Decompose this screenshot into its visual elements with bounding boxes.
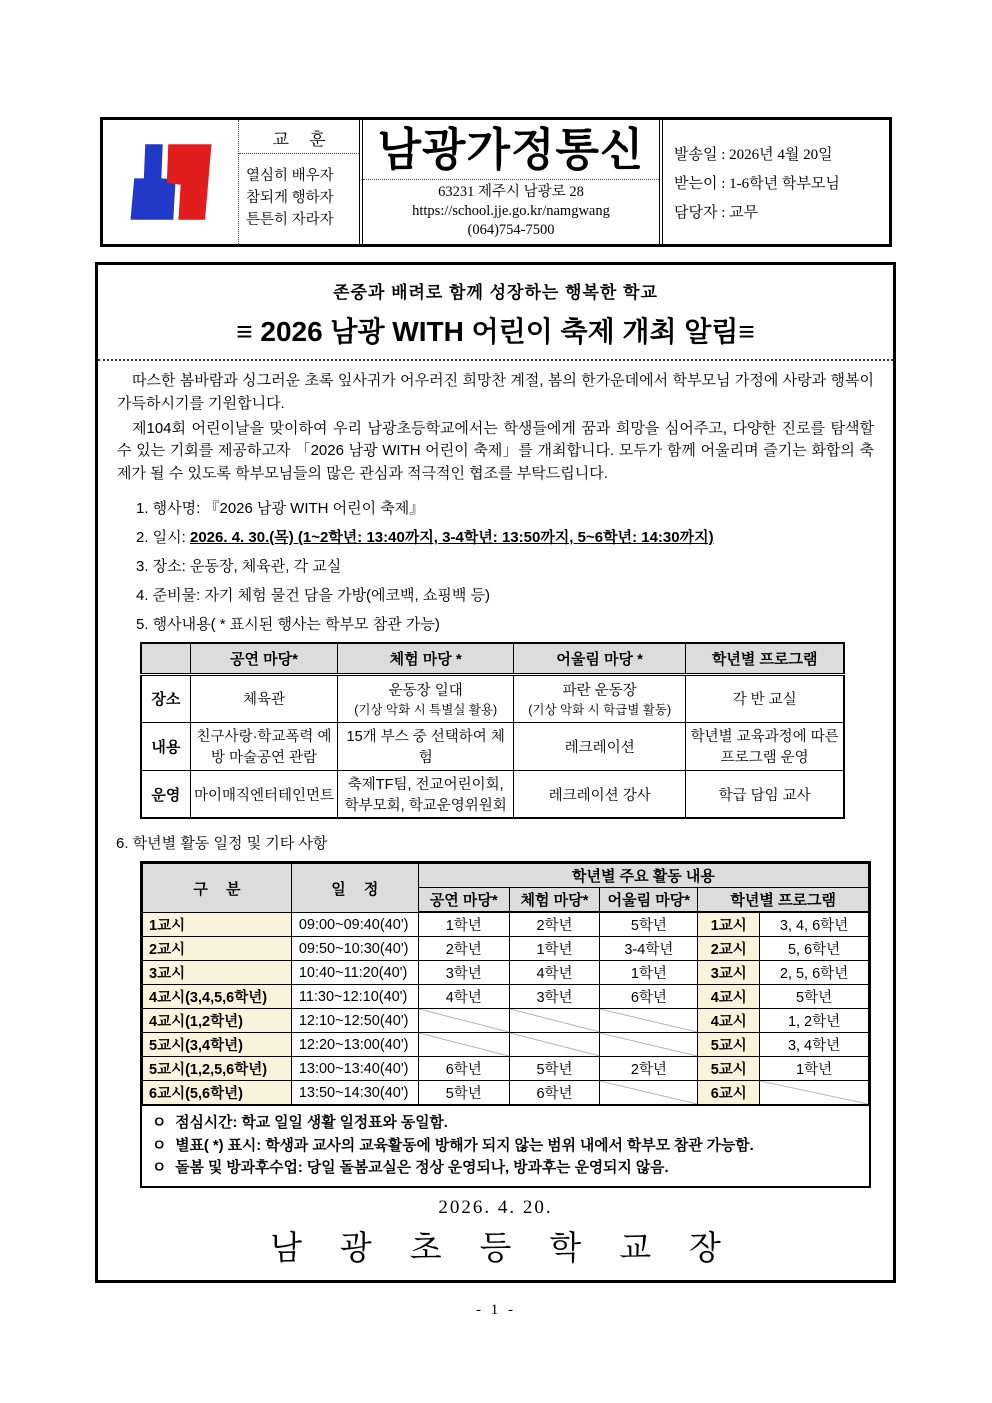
note-bullet: ㅇ — [152, 1115, 167, 1132]
issue-date: 2026. 4. 20. — [438, 1197, 553, 1219]
grade-cell: 3, 4, 6학년 — [760, 912, 869, 937]
period-cell: 3교시 — [698, 961, 760, 985]
masthead — [100, 117, 892, 247]
period-cell: 1교시 — [143, 912, 292, 937]
table-cell: 마이매직엔터테인먼트 — [190, 770, 338, 818]
grade-cell: 1학년 — [600, 961, 698, 985]
period-cell: 5교시(3,4학년) — [143, 1033, 292, 1057]
principal-signature: 남 광 초 등 학 교 장 — [270, 1231, 736, 1268]
event-content-table — [140, 642, 845, 820]
empty-cell-diagonal — [600, 1009, 698, 1033]
note-text: 점심시간: 학교 일일 생활 일정표와 동일함. — [175, 1115, 448, 1132]
schedule-row — [143, 961, 869, 985]
note-bullet: ㅇ — [152, 1159, 167, 1176]
note-text: 별표( *) 표시: 학생과 교사의 교육활동에 방해가 되지 않는 범위 내에서 학부모 참관 가능함. — [175, 1137, 754, 1154]
motto-block — [239, 120, 359, 244]
event-date-prefix: 2. 일시: — [136, 528, 190, 546]
table-cell: 학급 담임 교사 — [686, 770, 844, 818]
grade-cell: 4학년 — [509, 961, 600, 985]
time-cell: 13:00~13:40(40') — [291, 1057, 418, 1081]
note-asterisk — [152, 1135, 859, 1157]
time-cell: 11:30~12:10(40') — [291, 985, 418, 1009]
header-cell-empty — [141, 643, 190, 675]
send-date: 발송일 : 2026년 4월 20일 — [674, 146, 833, 163]
grade-cell: 3, 4학년 — [760, 1033, 869, 1057]
table-cell: 15개 부스 중 선택하여 체험 — [338, 722, 514, 770]
period-cell: 6교시 — [698, 1081, 760, 1105]
grade-cell: 6학년 — [418, 1057, 509, 1081]
header-cell-category: 구 분 — [143, 864, 292, 913]
intro-paragraph: 제104회 어린이날을 맞이하여 우리 남광초등학교에서는 학생들에게 꿈과 희망을 심어주고, 다양한 진로를 탐색할 수 있는 기회를 제공하고자 「2026 남광 WITH 어린이 축제」를 개최합니다. 모두가 함께 어울리며 즐기는 화합의 축제가 될 수 있도록 학부모님들의 많은 관심과 적극적인 협조를 부탁드립니다. — [117, 419, 874, 483]
motto-line: 튼튼히 자라자 — [246, 211, 334, 228]
list-item-event-name: 1. 행사명: 『2026 남광 WITH 어린이 축제』 — [136, 499, 425, 517]
table-cell: 학년별 교육과정에 따른 프로그램 운영 — [686, 722, 844, 770]
schedule-row — [143, 1081, 869, 1105]
period-cell: 6교시(5,6학년) — [143, 1081, 292, 1105]
cell-sub-text: (기상 악화 시 특별실 활용) — [354, 703, 498, 718]
list-item-event-place: 3. 장소: 운동장, 체육관, 각 교실 — [136, 557, 342, 575]
grade-cell: 2, 5, 6학년 — [760, 961, 869, 985]
table-header-row — [143, 864, 869, 888]
notes-block — [142, 1105, 869, 1186]
header-cell-schedule: 일 정 — [291, 864, 418, 913]
schedule-table-wrapper — [140, 861, 871, 1188]
motto-lines — [239, 154, 359, 244]
table-cell: 축제TF팀, 전교어린이회, 학부모회, 학교운영위원회 — [338, 770, 514, 818]
section6-heading: 6. 학년별 활동 일정 및 기타 사항 — [116, 835, 328, 853]
period-cell: 4교시(1,2학년) — [143, 1009, 292, 1033]
row-label: 장소 — [141, 674, 190, 722]
header-cell-together: 어울림 마당 * — [514, 643, 686, 675]
motto-title: 교 훈 — [239, 120, 359, 154]
list-item-event-content: 5. 행사내용( * 표시된 행사는 학부모 참관 가능) — [136, 615, 440, 633]
note-bullet: ㅇ — [152, 1137, 167, 1154]
grade-cell: 1학년 — [509, 937, 600, 961]
table-row-operation — [141, 770, 844, 818]
list-item-event-date — [136, 526, 879, 547]
header-cell-stage: 공연 마당* — [418, 888, 509, 913]
cell-sub-text: (기상 악화 시 학급별 활동) — [528, 703, 672, 718]
empty-cell-diagonal — [600, 1033, 698, 1057]
header-cell-experience: 체험 마당* — [509, 888, 600, 913]
table-cell: 체육관 — [190, 674, 338, 722]
cell-main-text: 파란 운동장 — [562, 683, 637, 700]
grade-cell: 1, 2학년 — [760, 1009, 869, 1033]
row-label: 운영 — [141, 770, 190, 818]
header-cell-stage: 공연 마당* — [190, 643, 338, 675]
grade-cell: 3학년 — [418, 961, 509, 985]
newsletter-title-block — [363, 120, 659, 244]
table-row-place — [141, 674, 844, 722]
table-row-content — [141, 722, 844, 770]
grade-cell: 1학년 — [760, 1057, 869, 1081]
note-text: 돌봄 및 방과후수업: 당일 돌봄교실은 정상 운영되나, 방과후는 운영되지 않음. — [175, 1159, 669, 1176]
empty-cell-diagonal — [509, 1009, 600, 1033]
time-cell: 13:50~14:30(40') — [291, 1081, 418, 1105]
intro-paragraph: 따스한 봄바람과 싱그러운 초록 잎사귀가 어우러진 희망찬 계절, 봄의 한가운데에서 학부모님 가정에 사랑과 행복이 가득하시기를 기원합니다. — [117, 372, 874, 412]
school-phone: (064)754-7500 — [467, 222, 555, 239]
header-cell-experience: 체험 마당 * — [338, 643, 514, 675]
dotted-divider — [98, 359, 893, 361]
period-cell: 4교시(3,4,5,6학년) — [143, 985, 292, 1009]
dispatch-info — [663, 120, 889, 244]
empty-cell-diagonal — [600, 1081, 698, 1105]
school-website: https://school.jje.go.kr/namgwang — [412, 203, 610, 220]
school-slogan: 존중과 배려로 함께 성장하는 행복한 학교 — [333, 283, 658, 302]
school-logo — [103, 120, 239, 244]
table-cell: 친구사랑·학교폭력 예방 마술공연 관람 — [190, 722, 338, 770]
time-cell: 09:50~10:30(40') — [291, 937, 418, 961]
schedule-row — [143, 1057, 869, 1081]
schedule-row — [143, 1009, 869, 1033]
table-cell: 각 반 교실 — [686, 674, 844, 722]
grade-cell: 5학년 — [760, 985, 869, 1009]
period-cell: 5교시 — [698, 1057, 760, 1081]
schedule-row — [143, 1033, 869, 1057]
header-cell-together: 어울림 마당* — [600, 888, 698, 913]
grade-cell: 3-4학년 — [600, 937, 698, 961]
event-date-emphasis: 2026. 4. 30.(목) (1~2학년: 13:40까지, 3-4학년: 13:50까지, 5~6학년: 14:30까지) — [190, 528, 714, 546]
school-logo-icon — [125, 136, 217, 228]
school-address: 63231 제주시 남광로 28 — [438, 184, 584, 201]
page-number: - 1 - — [476, 1302, 516, 1318]
period-cell: 2교시 — [143, 937, 292, 961]
motto-line: 열심히 배우자 — [246, 168, 334, 185]
grade-cell: 1학년 — [418, 912, 509, 937]
grade-cell: 5학년 — [509, 1057, 600, 1081]
grade-cell: 5, 6학년 — [760, 937, 869, 961]
empty-cell-diagonal — [418, 1033, 509, 1057]
list-item-supplies: 4. 준비물: 자기 체험 물건 담을 가방(에코백, 쇼핑백 등) — [136, 586, 490, 604]
schedule-row — [143, 912, 869, 937]
recipient: 받는이 : 1-6학년 학부모님 — [674, 175, 840, 192]
notice-body — [95, 262, 896, 1283]
schedule-row — [143, 937, 869, 961]
event-detail-list — [136, 497, 879, 634]
empty-cell-diagonal — [760, 1081, 869, 1105]
period-cell: 2교시 — [698, 937, 760, 961]
time-cell: 12:10~12:50(40') — [291, 1009, 418, 1033]
time-cell: 12:20~13:00(40') — [291, 1033, 418, 1057]
period-cell: 5교시 — [698, 1033, 760, 1057]
newsletter-title: 남광가정통신 — [377, 125, 645, 176]
period-cell: 3교시 — [143, 961, 292, 985]
period-cell: 4교시 — [698, 985, 760, 1009]
grade-cell: 2학년 — [509, 912, 600, 937]
grade-cell: 5학년 — [418, 1081, 509, 1105]
motto-line: 참되게 행하자 — [246, 190, 334, 207]
table-cell — [514, 674, 686, 722]
school-contact — [363, 179, 659, 244]
note-afterschool — [152, 1157, 859, 1179]
time-cell: 09:00~09:40(40') — [291, 912, 418, 937]
empty-cell-diagonal — [418, 1009, 509, 1033]
table-cell: 레크레이션 강사 — [514, 770, 686, 818]
grade-cell: 3학년 — [509, 985, 600, 1009]
notice-title: ≡ 2026 남광 WITH 어린이 축제 개최 알림≡ — [236, 316, 755, 347]
note-lunch — [152, 1112, 859, 1134]
grade-cell: 2학년 — [418, 937, 509, 961]
period-cell: 5교시(1,2,5,6학년) — [143, 1057, 292, 1081]
header-cell-activity-group: 학년별 주요 활동 내용 — [418, 864, 868, 888]
grade-cell: 4학년 — [418, 985, 509, 1009]
grade-cell: 6학년 — [600, 985, 698, 1009]
period-cell: 4교시 — [698, 1009, 760, 1033]
person-in-charge: 담당자 : 교무 — [674, 204, 759, 221]
period-cell: 1교시 — [698, 912, 760, 937]
grade-cell: 2학년 — [600, 1057, 698, 1081]
grade-cell: 5학년 — [600, 912, 698, 937]
table-cell — [338, 674, 514, 722]
empty-cell-diagonal — [509, 1033, 600, 1057]
schedule-table — [142, 863, 869, 1105]
row-label: 내용 — [141, 722, 190, 770]
schedule-row — [143, 985, 869, 1009]
header-cell-program: 학년별 프로그램 — [698, 888, 869, 913]
grade-cell: 6학년 — [509, 1081, 600, 1105]
header-cell-program: 학년별 프로그램 — [686, 643, 844, 675]
time-cell: 10:40~11:20(40') — [291, 961, 418, 985]
table-header-row — [141, 643, 844, 675]
table-cell: 레크레이션 — [514, 722, 686, 770]
cell-main-text: 운동장 일대 — [388, 683, 463, 700]
